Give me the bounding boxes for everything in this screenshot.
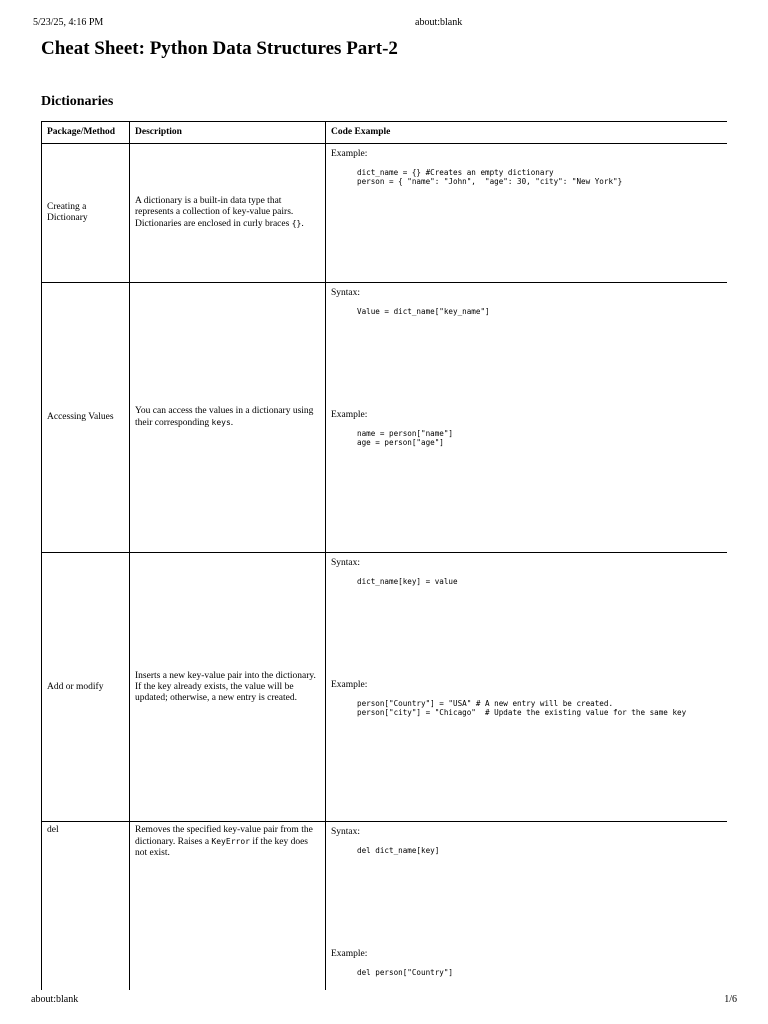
inline-code: {} [291, 219, 302, 228]
code-block: person["Country"] = "USA" # A new entry will be created. person["city"] = "Chicago" # Update the existing value for the same key [357, 698, 687, 717]
page-number: 1/6 [724, 994, 737, 1005]
description-cell: You can access the values in a dictionary using their corresponding keys. [130, 283, 326, 553]
example-label: Example: [331, 948, 368, 959]
code-example-cell [326, 144, 728, 283]
syntax-label: Syntax: [331, 288, 361, 298]
example-label: Example: [331, 409, 368, 420]
table-header-row [42, 122, 728, 144]
code-example-cell [326, 553, 728, 822]
description-cell: Removes the specified key-value pair from the dictionary. Raises a KeyError if the key does not exist. [130, 822, 326, 991]
print-url-bottom: about:blank [31, 994, 79, 1005]
code-example-cell [326, 283, 728, 553]
example-label: Example: [331, 149, 368, 159]
header-code-example: Code Example [326, 122, 728, 144]
table-row [42, 822, 728, 991]
table-row [42, 283, 728, 553]
print-datetime: 5/23/25, 4:16 PM [33, 17, 104, 28]
syntax-label: Syntax: [331, 827, 361, 837]
header-package-method: Package/Method [42, 122, 130, 144]
code-block: Value = dict_name["key_name"] [357, 307, 490, 316]
method-cell: Add or modify [42, 553, 130, 822]
code-block: name = person["name"] age = person["age"] [357, 428, 454, 447]
method-cell: Accessing Values [42, 283, 130, 553]
print-url-top: about:blank [415, 17, 463, 28]
table-row [42, 553, 728, 822]
print-footer [31, 994, 737, 1008]
cheat-sheet-table-container [41, 121, 727, 990]
code-block: del person["Country"] [357, 967, 454, 977]
inline-code: KeyError [211, 837, 250, 846]
print-header [33, 17, 738, 31]
syntax-label: Syntax: [331, 558, 361, 568]
code-example-cell [326, 822, 728, 991]
code-block: del dict_name[key] [357, 846, 440, 855]
section-heading: Dictionaries [41, 94, 114, 109]
description-cell: A dictionary is a built-in data type that represents a collection of key-value pairs. Dictionaries are enclosed in curly braces {}. [130, 144, 326, 283]
inline-code: keys [211, 418, 231, 427]
method-cell: Creating a Dictionary [42, 144, 130, 283]
method-cell: del [42, 822, 130, 991]
code-block: dict_name[key] = value [357, 577, 458, 586]
description-cell: Inserts a new key-value pair into the dictionary. If the key already exists, the value will be updated; otherwise, a new entry is created. [130, 553, 326, 822]
page-title: Cheat Sheet: Python Data Structures Part-2 [41, 38, 398, 59]
table-row [42, 144, 728, 283]
code-block: dict_name = {} #Creates an empty dictionary person = { "name": "John", "age": 30, "city": "New York"} [357, 168, 623, 186]
header-description: Description [130, 122, 326, 144]
example-label: Example: [331, 679, 368, 690]
cheat-sheet-table [41, 121, 727, 990]
